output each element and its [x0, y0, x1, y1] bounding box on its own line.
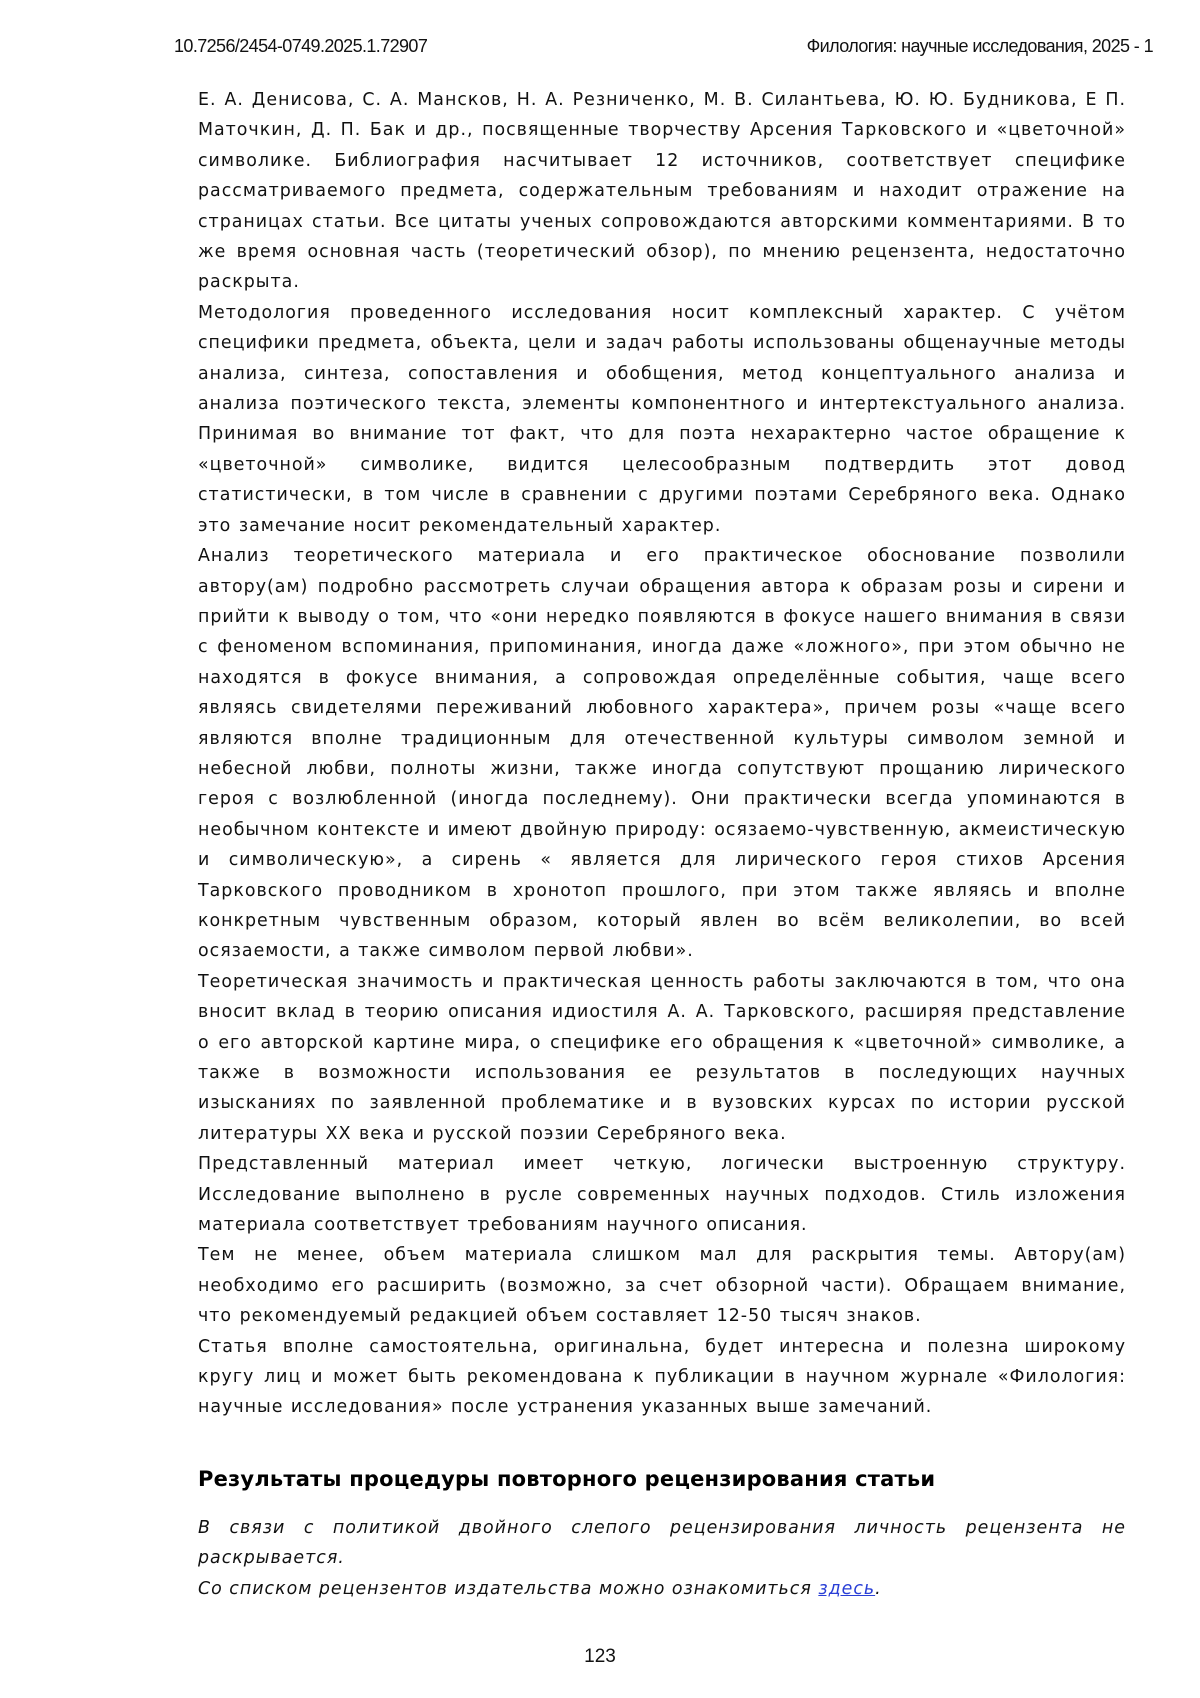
- body-paragraph-bibliography: Е. А. Денисова, С. А. Мансков, Н. А. Резниченко, М. В. Силантьева, Ю. Ю. Будникова, Е П. Маточкин, Д. П. Бак и др., посвященные творчеству Арсения Тарковского и «цветочной» символике. Библиография насчитывает 12 источников, соответствует специфике рассматриваемого предмета, содержательным требованиям и находит отражение на страницах статьи. Все цитаты ученых сопровождаются авторскими комментариями. В то же время основная часть (теоретический обзор), по мнению рецензента, недостаточно раскрыта.: [198, 85, 1126, 298]
- body-paragraph-significance: Теоретическая значимость и практическая ценность работы заключаются в том, что она вносит вклад в теорию описания идиостиля А. А. Тарковского, расширяя представление о его авторской картине мира, о специфике его обращения к «цветочной» символике, а также в возможности использования ее результатов в последующих научных изысканиях по заявленной проблематике и в вузовских курсах по истории русской литературы XX века и русской поэзии Серебряного века.: [198, 967, 1126, 1149]
- reviewers-note-text: Со списком рецензентов издательства можно ознакомиться: [198, 1579, 818, 1599]
- doi-label: 10.7256/2454-0749.2025.1.72907: [174, 36, 427, 57]
- journal-issue-label: Филология: научные исследования, 2025 - 1: [807, 36, 1153, 57]
- page-number: 123: [0, 1646, 1200, 1668]
- anonymity-note: В связи с политикой двойного слепого рецензирования личность рецензента не раскрывается.: [198, 1513, 1126, 1574]
- reviewers-list-link[interactable]: здесь: [818, 1579, 875, 1599]
- body-paragraph-volume: Тем не менее, объем материала слишком мал для раскрытия темы. Автору(ам) необходимо его расширить (возможно, за счет обзорной части). Обращаем внимание, что рекомендуемый редакцией объем составляет 12-50 тысяч знаков.: [198, 1240, 1126, 1331]
- article-body: [198, 85, 1126, 1604]
- reviewers-note-period: .: [875, 1579, 882, 1599]
- body-paragraph-conclusion: Статья вполне самостоятельна, оригинальна, будет интересна и полезна широкому кругу лиц и может быть рекомендована к публикации в научном журнале «Филология: научные исследования» после устранения указанных выше замечаний.: [198, 1332, 1126, 1423]
- reviewers-list-note: [198, 1574, 1126, 1604]
- running-header: [0, 36, 1200, 60]
- body-paragraph-methodology: Методология проведенного исследования носит комплексный характер. С учётом специфики предмета, объекта, цели и задач работы использованы общенаучные методы анализа, синтеза, сопоставления и обобщения, метод концептуального анализа и анализа поэтического текста, элементы компонентного и интертекстуального анализа. Принимая во внимание тот факт, что для поэта нехарактерно частое обращение к «цветочной» символике, видится целесообразным подтвердить этот довод статистически, в том числе в сравнении с другими поэтами Серебряного века. Однако это замечание носит рекомендательный характер.: [198, 298, 1126, 541]
- body-paragraph-analysis: Анализ теоретического материала и его практическое обоснование позволили автору(ам) подробно рассмотреть случаи обращения автора к образам розы и сирени и прийти к выводу о том, что «они нередко появляются в фокусе нашего внимания в связи с феноменом вспоминания, припоминания, иногда даже «ложного», при этом обычно не находятся в фокусе внимания, а сопровождая определённые события, чаще всего являясь свидетелями переживаний любовного характера», причем розы «чаще всего являются вполне традиционным для отечественной культуры символом земной и небесной любви, полноты жизни, также иногда сопутствуют прощанию лирического героя с возлюбленной (иногда последнему). Они практически всегда упоминаются в необычном контексте и имеют двойную природу: осязаемо-чувственную, акмеистическую и символическую», а сирень « является для лирического героя стихов Арсения Тарковского проводником в хронотоп прошлого, при этом также являясь и вполне конкретным чувственным образом, который явлен во всём великолепии, во всей осязаемости, а также символом первой любви».: [198, 541, 1126, 967]
- body-paragraph-structure: Представленный материал имеет четкую, логически выстроенную структуру. Исследование выполнено в русле современных научных подходов. Стиль изложения материала соответствует требованиям научного описания.: [198, 1149, 1126, 1240]
- section-heading-repeat-review: Результаты процедуры повторного рецензирования статьи: [198, 1465, 1126, 1493]
